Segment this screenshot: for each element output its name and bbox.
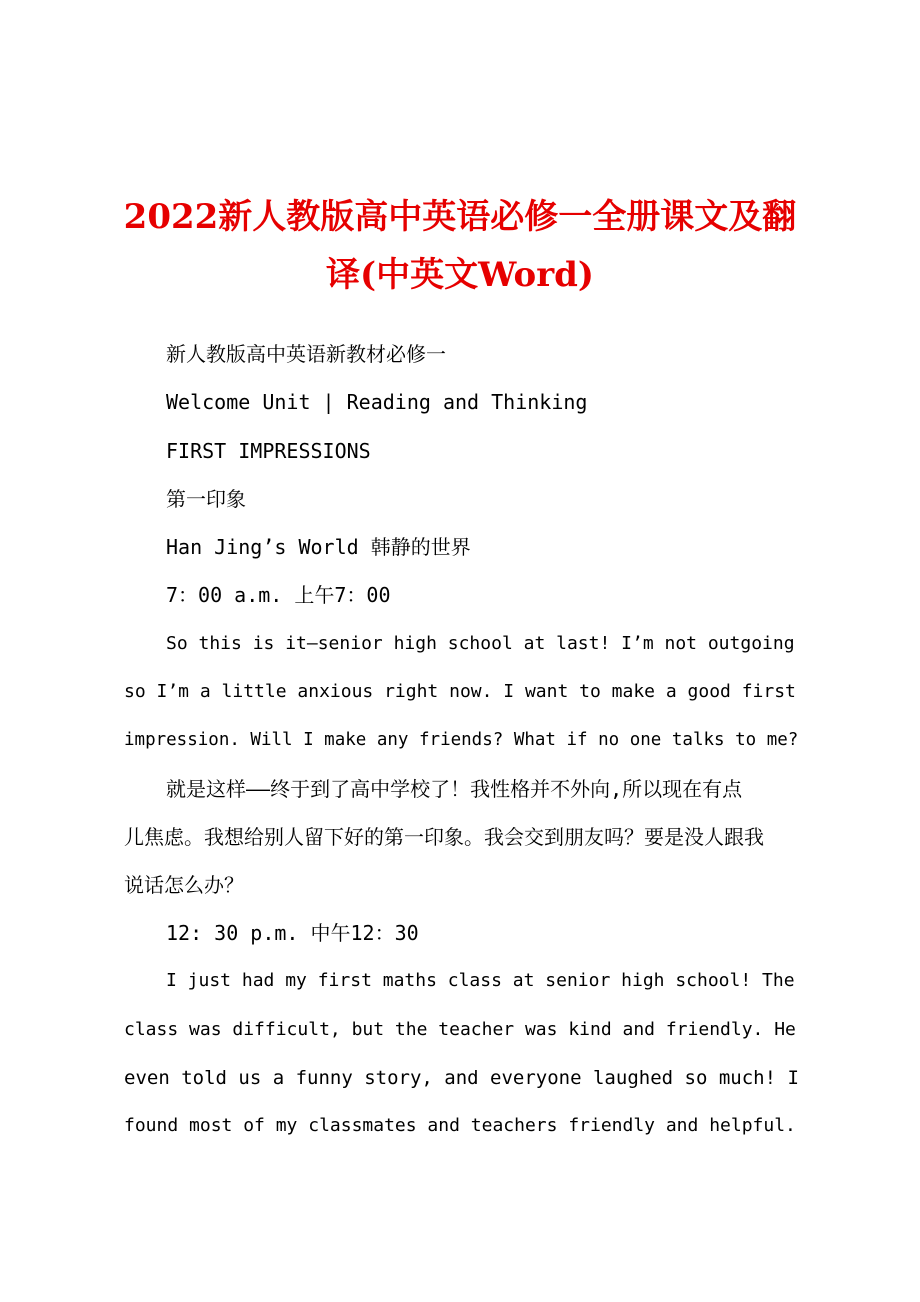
- time-stamp-1: 7：00 a.m. 上午7：00: [166, 583, 391, 607]
- section-title-cn: 第一印象: [166, 487, 246, 511]
- paragraph-1-line-1: So this is it—senior high school at last! I’m not outgoing: [166, 633, 795, 654]
- section-title-en: FIRST IMPRESSIONS: [166, 439, 371, 463]
- paragraph-3-line-2: class was difficult, but the teacher was kind and friendly. He: [124, 1019, 796, 1040]
- title-line-2: 译(中英文Word): [326, 255, 594, 295]
- paragraph-3-line-4: found most of my classmates and teachers friendly and helpful.: [124, 1115, 796, 1136]
- paragraph-1-line-3: impression. Will I make any friends? What if no one talks to me?: [124, 730, 799, 750]
- paragraph-2-line-2: 儿焦虑。我想给别人留下好的第一印象。我会交到朋友吗？要是没人跟我: [124, 825, 764, 849]
- paragraph-3-line-1: I just had my first maths class at senior high school! The: [166, 970, 795, 991]
- document-title: [110, 188, 810, 304]
- unit-heading: Welcome Unit | Reading and Thinking: [166, 390, 588, 414]
- title-line-1: 2022新人教版高中英语必修一全册课文及翻: [123, 197, 797, 237]
- paragraph-2-line-3: 说话怎么办？: [124, 873, 244, 897]
- paragraph-2-line-1: 就是这样——终于到了高中学校了！我性格并不外向,所以现在有点: [166, 777, 743, 801]
- subtitle-world: Han Jing’s World 韩静的世界: [166, 535, 471, 559]
- paragraph-3-line-3: even told us a funny story, and everyone laughed so much! I: [124, 1067, 799, 1089]
- textbook-heading: 新人教版高中英语新教材必修一: [166, 342, 446, 366]
- paragraph-1-line-2: so I’m a little anxious right now. I want to make a good first: [124, 681, 796, 702]
- time-stamp-2: 12: 30 p.m. 中午12：30: [166, 921, 419, 945]
